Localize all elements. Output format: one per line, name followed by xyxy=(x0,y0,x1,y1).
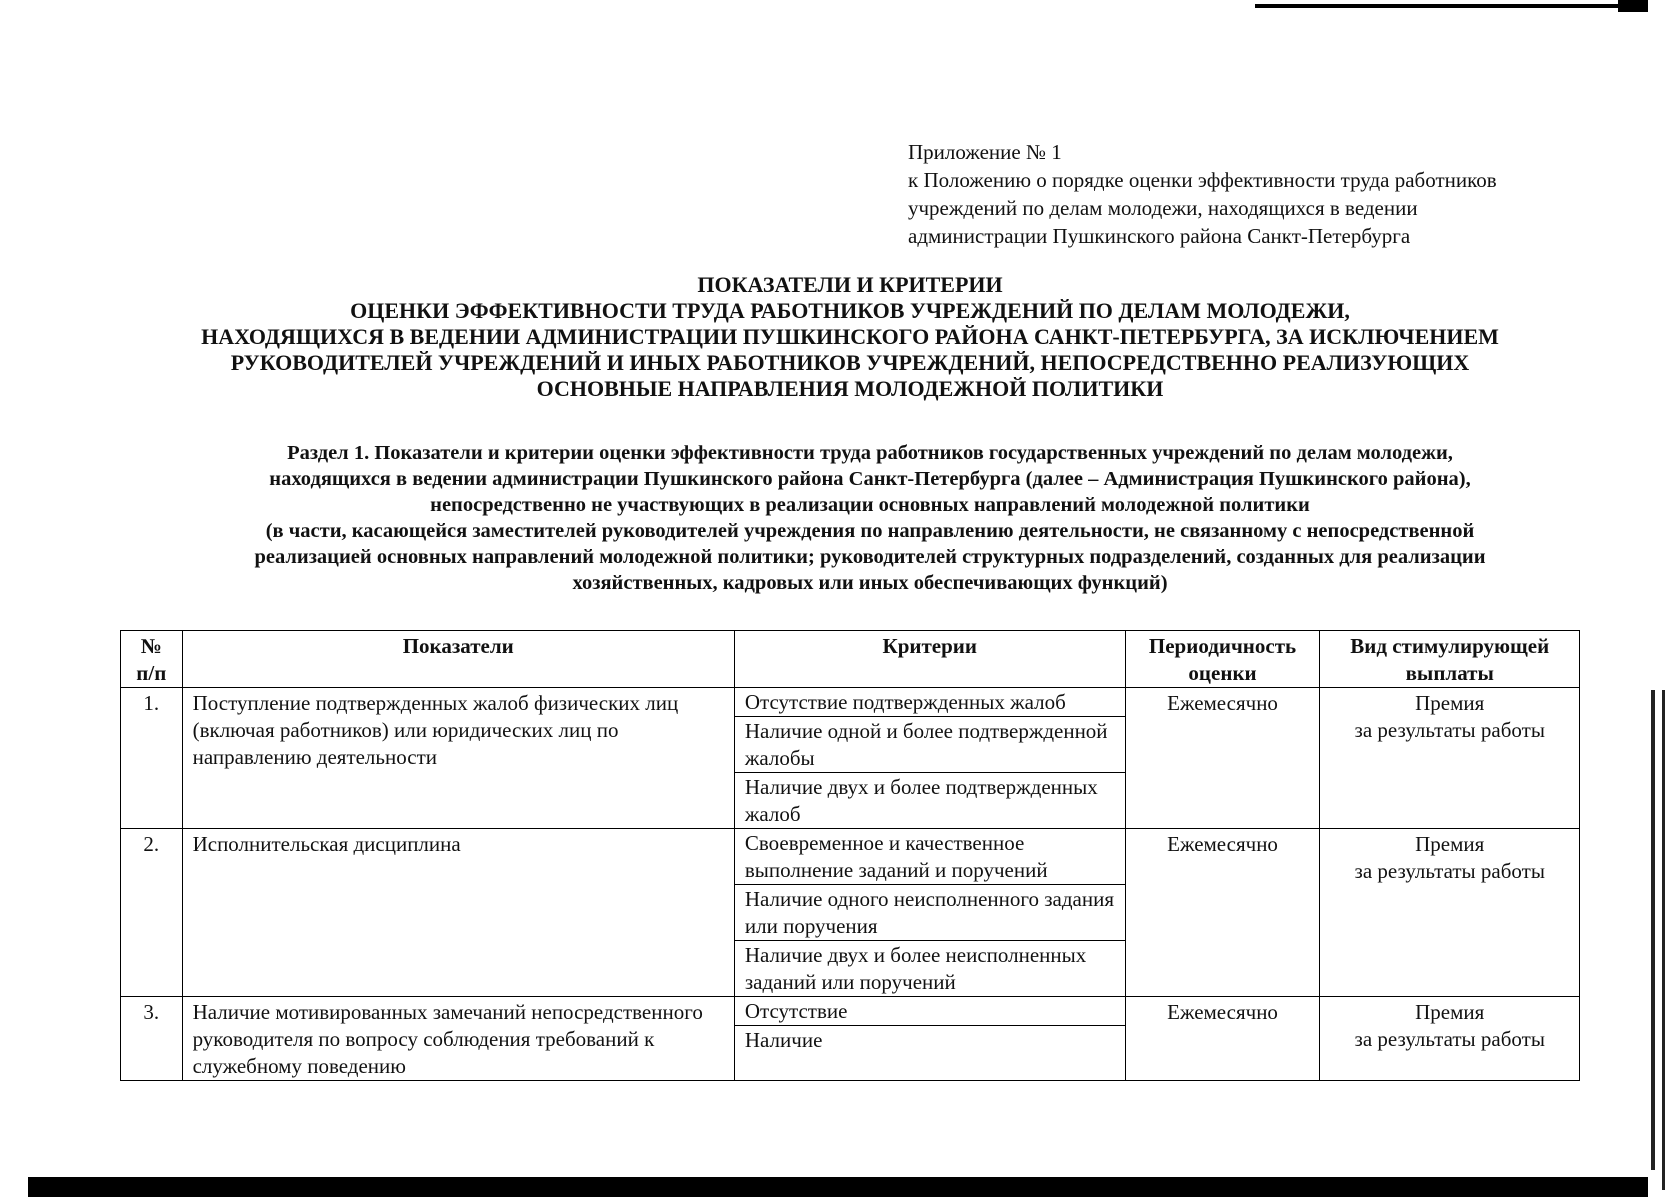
section-line: Раздел 1. Показатели и критерии оценки эффективности труда работников государственных учреждений по делам молодежи, xyxy=(287,442,1453,464)
payment-type: Премия xyxy=(1415,1000,1485,1024)
criteria-table xyxy=(120,630,1580,1081)
row-num: 3. xyxy=(121,997,183,1081)
title-line: НАХОДЯЩИХСЯ В ВЕДЕНИИ АДМИНИСТРАЦИИ ПУШКИНСКОГО РАЙОНА САНКТ-ПЕТЕРБУРГА, ЗА ИСКЛЮЧЕНИЕМ xyxy=(201,324,1499,349)
row-criteria xyxy=(734,997,1125,1081)
header-payment: Вид стимулирующей выплаты xyxy=(1320,631,1580,688)
row-criteria xyxy=(734,688,1125,829)
criterion-item: Наличие одного неисполненного задания или поручения xyxy=(735,885,1125,941)
table-row xyxy=(121,688,1580,829)
row-payment xyxy=(1320,688,1580,829)
table-header-row xyxy=(121,631,1580,688)
table-row xyxy=(121,997,1580,1081)
section-heading xyxy=(130,440,1610,596)
criterion-item: Наличие двух и более подтвержденных жалоб xyxy=(744,775,1098,826)
title-line: ОЦЕНКИ ЭФФЕКТИВНОСТИ ТРУДА РАБОТНИКОВ УЧРЕЖДЕНИЙ ПО ДЕЛАМ МОЛОДЕЖИ, xyxy=(350,298,1350,323)
header-num: № п/п xyxy=(121,631,183,688)
payment-type: Премия xyxy=(1415,691,1485,715)
criterion-item: Наличие двух и более неисполненных заданий или поручений xyxy=(744,943,1087,994)
section-line: находящихся в ведении администрации Пушкинского района Санкт-Петербурга (далее – Администрация Пушкинского района), xyxy=(269,468,1471,490)
appendix-line: Приложение № 1 xyxy=(908,140,1062,164)
criterion-item: Отсутствие подтвержденных жалоб xyxy=(735,688,1125,717)
criterion-item: Отсутствие xyxy=(735,997,1125,1026)
row-num: 2. xyxy=(121,829,183,997)
scan-artifact xyxy=(1662,690,1665,1190)
scan-artifact xyxy=(1651,690,1655,1170)
row-indicator: Наличие мотивированных замечаний непосредственного руководителя по вопросу соблюдения требований к служебному поведению xyxy=(182,997,734,1081)
header-indicators: Показатели xyxy=(182,631,734,688)
row-periodicity: Ежемесячно xyxy=(1125,997,1320,1081)
row-payment xyxy=(1320,829,1580,997)
criterion-item: Своевременное и качественное выполнение заданий и поручений xyxy=(735,829,1125,885)
header-periodicity: Периодичность оценки xyxy=(1125,631,1320,688)
scan-artifact xyxy=(1618,0,1648,12)
appendix-note xyxy=(908,138,1497,250)
appendix-line: к Положению о порядке оценки эффективности труда работников xyxy=(908,168,1497,192)
row-criteria xyxy=(734,829,1125,997)
payment-basis: за результаты работы xyxy=(1354,718,1545,742)
section-line: хозяйственных, кадровых или иных обеспечивающих функций) xyxy=(572,572,1168,594)
table-row xyxy=(121,829,1580,997)
payment-basis: за результаты работы xyxy=(1354,859,1545,883)
appendix-line: администрации Пушкинского района Санкт-Петербурга xyxy=(908,224,1411,248)
document-title xyxy=(80,272,1620,402)
row-indicator: Поступление подтвержденных жалоб физических лиц (включая работников) или юридических лиц по направлению деятельности xyxy=(182,688,734,829)
section-line: непосредственно не участвующих в реализации основных направлений молодежной политики xyxy=(430,494,1310,516)
row-periodicity: Ежемесячно xyxy=(1125,829,1320,997)
row-num: 1. xyxy=(121,688,183,829)
criterion-item: Наличие xyxy=(744,1028,823,1052)
criterion-item: Наличие одной и более подтвержденной жалобы xyxy=(735,717,1125,773)
header-criteria: Критерии xyxy=(734,631,1125,688)
title-line: РУКОВОДИТЕЛЕЙ УЧРЕЖДЕНИЙ И ИНЫХ РАБОТНИКОВ УЧРЕЖДЕНИЙ, НЕПОСРЕДСТВЕННО РЕАЛИЗУЮЩИХ xyxy=(230,350,1470,375)
section-line: реализацией основных направлений молодежной политики; руководителей структурных подразделений, созданных для реализации xyxy=(254,546,1486,568)
section-line: (в части, касающейся заместителей руководителей учреждения по направлению деятельности, не связанному с непосредственной xyxy=(265,520,1475,542)
payment-type: Премия xyxy=(1415,832,1485,856)
scan-artifact xyxy=(28,1177,1648,1197)
appendix-line: учреждений по делам молодежи, находящихся в ведении xyxy=(908,196,1418,220)
title-line: ОСНОВНЫЕ НАПРАВЛЕНИЯ МОЛОДЕЖНОЙ ПОЛИТИКИ xyxy=(536,376,1164,401)
row-payment xyxy=(1320,997,1580,1081)
title-line: ПОКАЗАТЕЛИ И КРИТЕРИИ xyxy=(697,272,1003,297)
scan-artifact xyxy=(1255,4,1647,8)
row-indicator: Исполнительская дисциплина xyxy=(182,829,734,997)
payment-basis: за результаты работы xyxy=(1354,1027,1545,1051)
row-periodicity: Ежемесячно xyxy=(1125,688,1320,829)
